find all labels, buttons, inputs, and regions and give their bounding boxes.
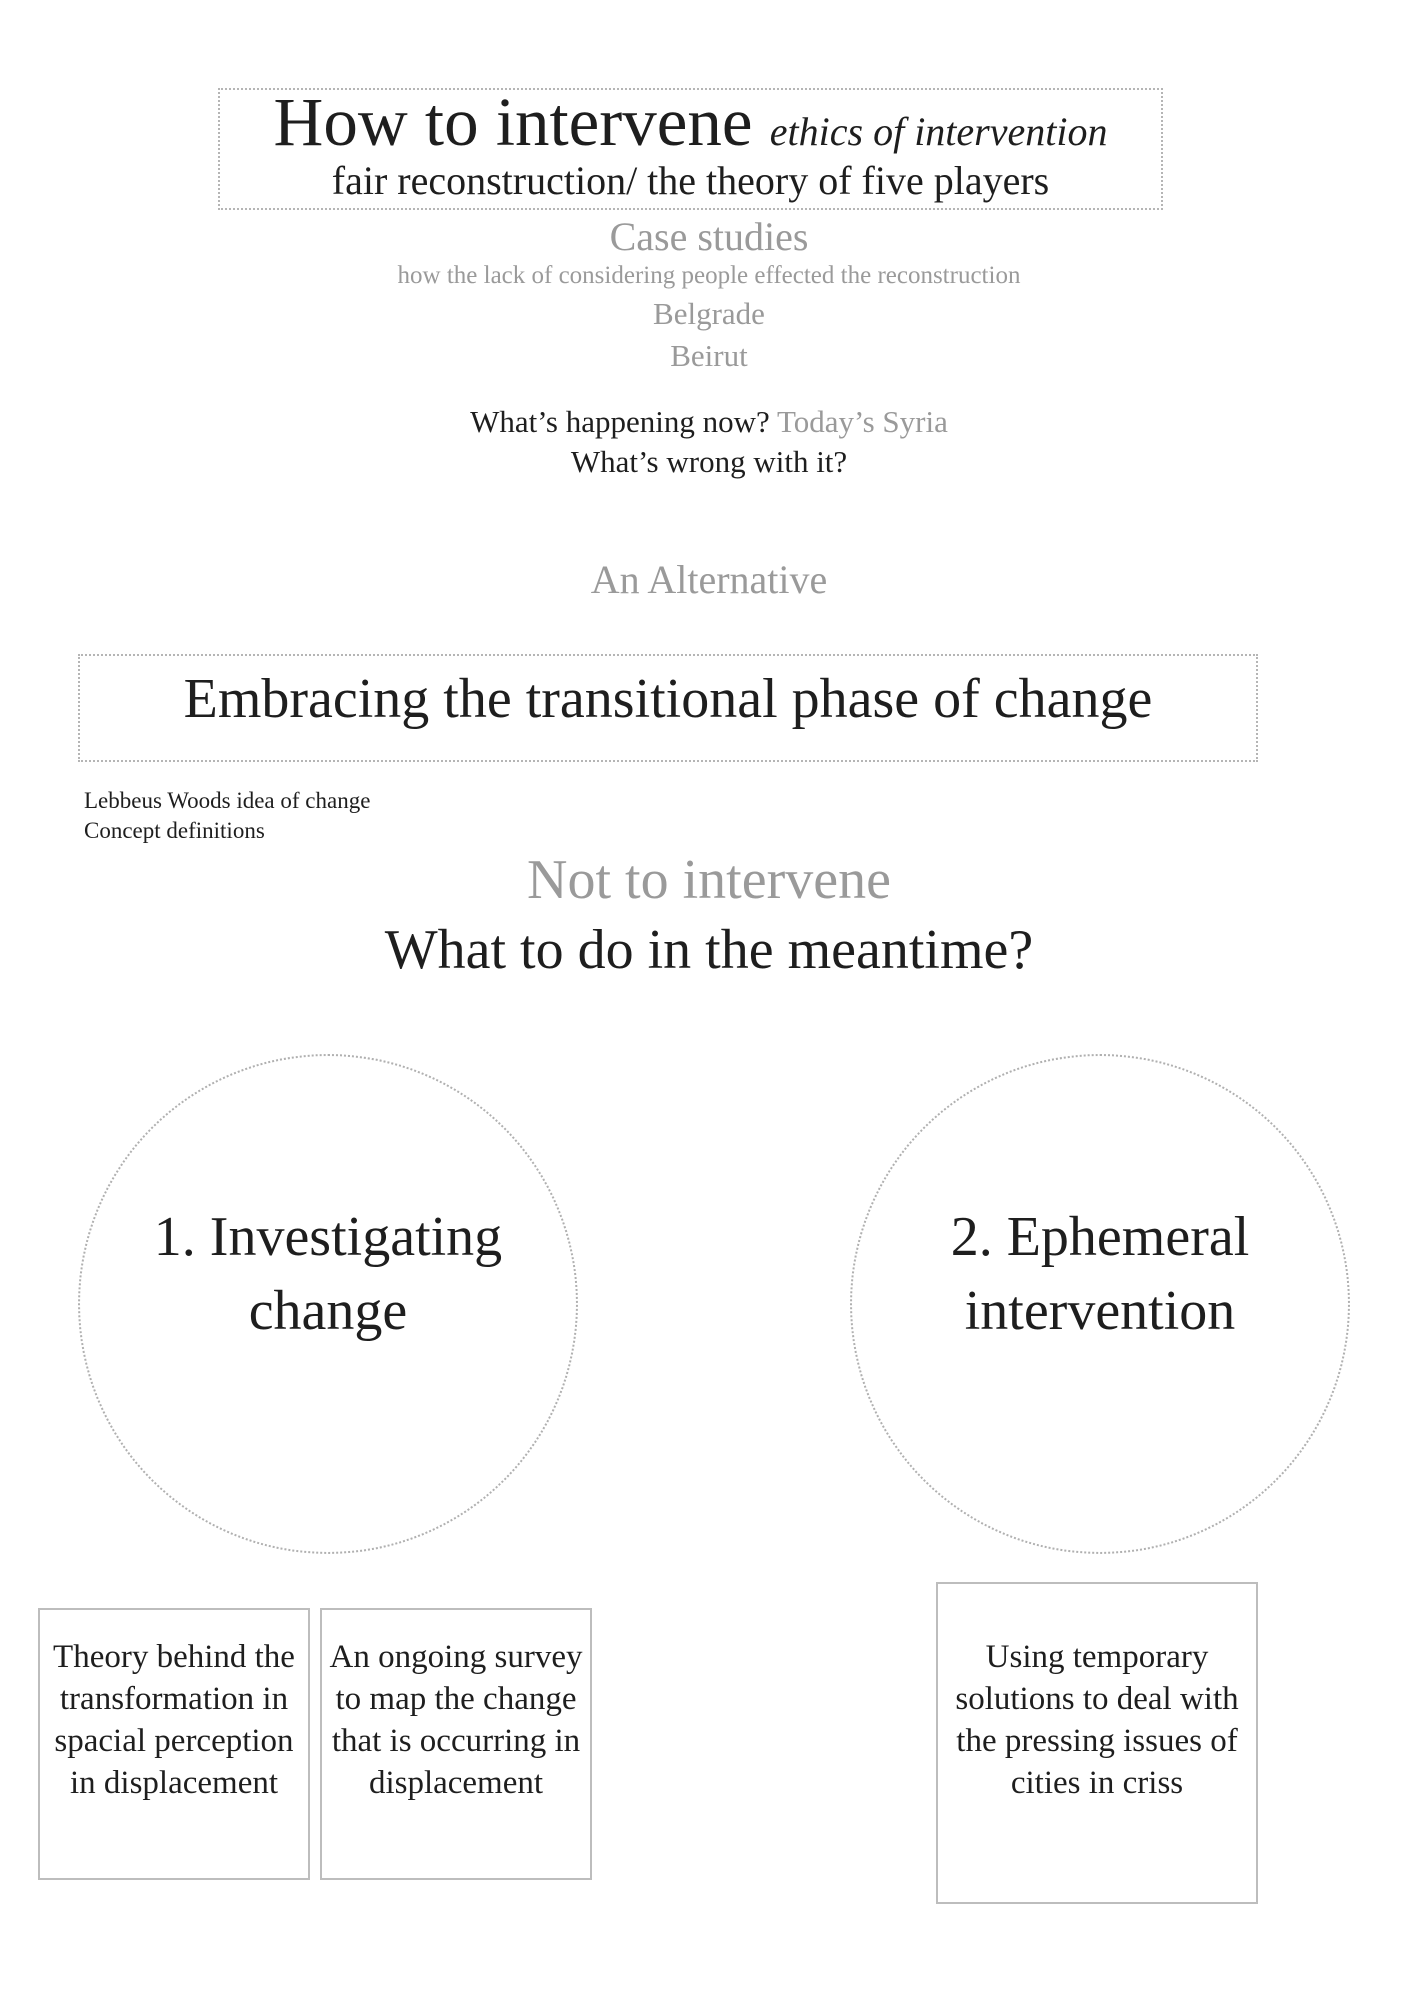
title-subtitle-italic: ethics of intervention [769, 109, 1108, 154]
card-line: displacement [368, 1765, 544, 1801]
case-study-belgrade: Belgrade [653, 296, 765, 331]
card-line: cities in criss [1010, 1765, 1184, 1801]
case-study-beirut: Beirut [670, 338, 748, 373]
branch-label-line: 1. Investigating [153, 1206, 503, 1268]
branch-label-line: 2. Ephemeral [950, 1206, 1250, 1268]
now-place: Today’s Syria [776, 404, 948, 439]
branch-label-ephemeral [850, 1200, 1350, 1348]
alternative-label: An Alternative [590, 557, 828, 602]
card-line: that is occurring in [331, 1723, 581, 1759]
note-lebbeus-woods: Lebbeus Woods idea of change [84, 788, 371, 813]
card-line: Theory behind the [53, 1639, 295, 1675]
now-question: What’s happening now? [470, 404, 770, 439]
card-line: An ongoing survey [329, 1639, 583, 1675]
subtitle-line: fair reconstruction/ the theory of five players [331, 158, 1050, 203]
card-line: to map the change [335, 1681, 577, 1717]
alternative-statement: Embracing the transitional phase of change [183, 668, 1153, 730]
case-studies-description: how the lack of considering people effected the reconstruction [397, 262, 1021, 289]
meantime-question: What to do in the meantime? [384, 919, 1034, 981]
now-question-line [0, 403, 1418, 441]
not-to-intervene-label: Not to intervene [527, 849, 891, 911]
card-line: spacial perception [54, 1723, 294, 1759]
branch-label-line: intervention [964, 1280, 1236, 1342]
card-line: solutions to deal with [955, 1681, 1239, 1717]
note-concept-definitions: Concept definitions [84, 818, 265, 843]
card-line: the pressing issues of [956, 1723, 1238, 1759]
case-studies-heading: Case studies [609, 214, 809, 259]
card-line: in displacement [69, 1765, 279, 1801]
branch-label-line: change [248, 1280, 408, 1342]
card-temporary-text [936, 1636, 1258, 1804]
card-survey-text [320, 1636, 592, 1804]
card-line: Using temporary [985, 1639, 1209, 1675]
branch-label-investigating [78, 1200, 578, 1348]
card-theory-text [38, 1636, 310, 1804]
title-main: How to intervene [273, 84, 753, 160]
wrong-question: What’s wrong with it? [570, 444, 848, 479]
card-line: transformation in [59, 1681, 289, 1717]
